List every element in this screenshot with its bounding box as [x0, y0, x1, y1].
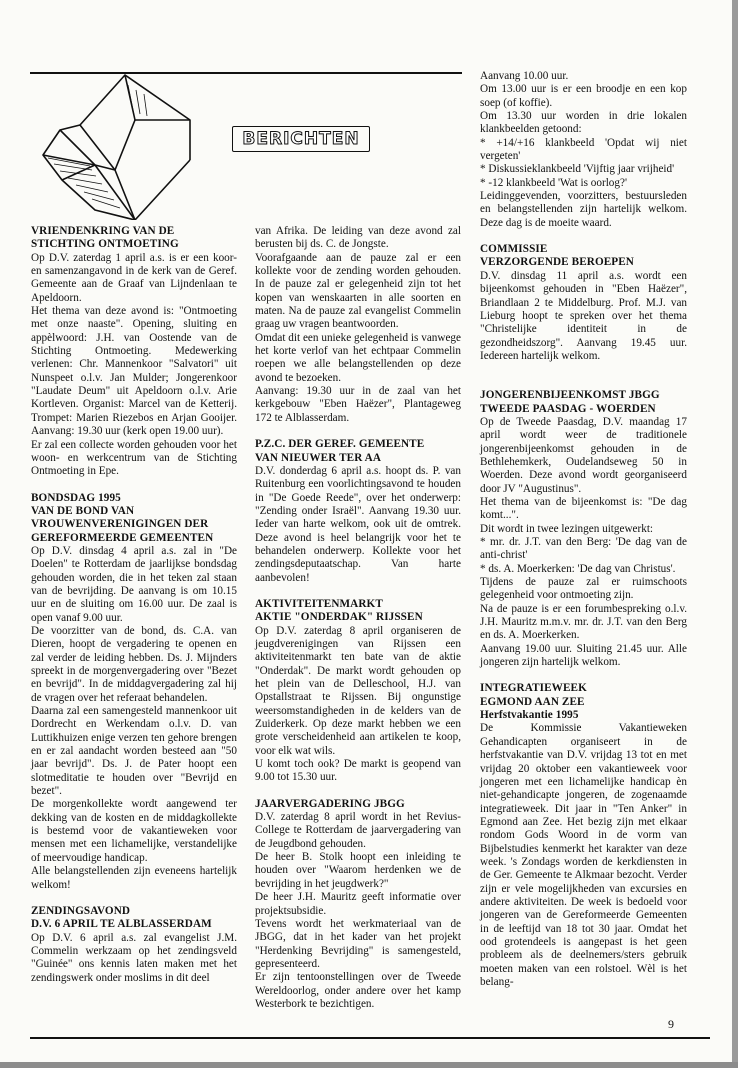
article-heading: TWEEDE PAASDAG - WOERDEN — [480, 402, 656, 415]
article-paragraph: Om 13.30 uur worden in drie lokalen klankbeelden getoond: — [480, 110, 687, 136]
article-paragraph: Na de pauze is er een forumbespreking o.l.v. J.H. Mauritz m.m.v. mr. dr. J.T. van den Berg en ds. A. Moerkerken. — [480, 602, 687, 642]
article-paragraph: Op D.V. 6 april a.s. zal evangelist J.M. Commelin werkzaam op het zendingsveld "Guinée" ons kennis laten maken met het zendingswerk onder moslims in dit deel — [31, 931, 237, 984]
article-paragraph: van Afrika. De leiding van deze avond zal berusten bij ds. C. de Jongste. — [255, 225, 461, 251]
article-paragraph: * ds. A. Moerkerken: 'De dag van Christus'. — [480, 562, 676, 575]
paragraph-gap — [31, 892, 237, 905]
article-heading: EGMOND AAN ZEE — [480, 695, 585, 708]
article-paragraph: * +14/+16 klankbeeld 'Opdat wij niet vergeten' — [480, 136, 687, 163]
article-heading: VERZORGENDE BEROEPEN — [480, 256, 634, 269]
article-heading: VROUWENVERENIGINGEN DER — [31, 518, 209, 531]
article-heading: JONGERENBIJEENKOMST JBGG — [480, 389, 660, 402]
paragraph-gap — [255, 425, 461, 438]
article-heading: Herfstvakantie 1995 — [480, 709, 579, 722]
article-heading: VRIENDENKRING VAN DE — [31, 225, 175, 237]
page-edge-right — [732, 0, 738, 1068]
article-paragraph: Voorafgaande aan de pauze zal er een kollekte voor de zending worden gehouden. In de pauze zal er gelegenheid zijn tot het kopen van wenskaarten in alle soorten en maten. Na de pauze zal evangelist Commelin graag uw vragen beantwoorden. — [255, 251, 461, 331]
article-paragraph: Op de Tweede Paasdag, D.V. maandag 17 april wordt weer de traditionele jongerenbijeenkomst gehouden in de Bethlehemkerk, Oudelandseweg 50 in Woerden. Deze avond wordt georganiseerd door JV "Augustinus". — [480, 415, 687, 495]
page-edge-bottom — [0, 1062, 738, 1068]
article-paragraph: Aanvang 19.00 uur. Sluiting 21.45 uur. Alle jongeren zijn hartelijk welkom. — [480, 642, 687, 669]
article-paragraph: * Diskussieklankbeeld 'Vijftig jaar vrijheid' — [480, 163, 675, 176]
article-heading: GEREFORMEERDE GEMEENTEN — [31, 531, 214, 544]
article-paragraph: De Kommissie Vakantieweken Gehandicapten organiseert in de herfstvakantie van D.V. vrijdag 13 tot en met vrijdag 20 oktober een vakantieweek voor jongeren met een lichamelijke handicap èn niet-gehandicapte jongeren, de zogenaamde integratieweek. Dit jaar in "Ten Anker" in Egmond aan Zee. Het bezig zijn met elkaar rondom Gods Woord in de vorm van Bijbelstudies kenmerkt het karakter van deze week. 's Zondags worden de kerkdiensten in de Ger. Gemeente te Alkmaar bezocht. Verder zijn er vele mogelijkheden van excursies en andere aktiviteiten. De week is bedoeld voor jongeren van de Gereformeerde Gemeenten in de leeftijd van 18 tot 30 jaar. Omdat het ood grotendeels is aangepast is het geen probleem als de deelnemers/sters gebruik moeten maken van een rolstoel. Wèl is het belang- — [480, 722, 687, 988]
article-paragraph: De voorzitter van de bond, ds. C.A. van Dieren, hoopt de vergadering te openen en zal verder de leiding hebben. Ds. J. Mijnders spreekt in de morgenvergadering over "Bezet en bevrijd". In de middagvergadering zal hij de vragen over het referaat behandelen. — [31, 624, 237, 704]
page-number: 9 — [668, 1017, 674, 1031]
paragraph-gap — [255, 585, 461, 598]
article-heading: STICHTING ONTMOETING — [31, 238, 179, 251]
paragraph-gap — [255, 785, 461, 798]
article-paragraph: Tijdens de pauze zal er ruimschoots gelegenheid voor ontmoeting zijn. — [480, 576, 687, 602]
article-heading: COMMISSIE — [480, 243, 548, 256]
article-paragraph: Op D.V. dinsdag 4 april a.s. zal in "De Doelen" te Rotterdam de jaarlijkse bondsdag gehouden worden, die in het teken zal staan van de bevrijding. De aanvang is om 10.15 uur en de sluiting om 16.00 uur. De zaal is open vanaf 9.00 uur. — [31, 544, 237, 624]
article-heading: AKTIVITEITENMARKT — [255, 597, 383, 610]
paragraph-gap — [480, 376, 687, 389]
article-paragraph: Er zijn tentoonstellingen over de Tweede Wereldoorlog, onder andere over het kamp Westerbork te bezichtigen. — [255, 971, 461, 1010]
article-paragraph: De morgenkollekte wordt aangewend ter dekking van de kosten en de middagkollekte is bestemd voor de vakantieweken voor mensen met een lichamelijke, verstandelijke of meervoudige handicap. — [31, 798, 237, 864]
section-banner: BERICHTEN — [232, 126, 370, 152]
article-paragraph: Alle belangstellenden zijn eveneens hartelijk welkom! — [31, 865, 237, 891]
article-paragraph: Dit wordt in twee lezingen uitgewerkt: — [480, 522, 654, 535]
article-paragraph: Het thema van deze avond is: "Ontmoeting met onze naaste". Opening, sluiting en appèlwoord: J.H. van Oostende van de Stichting Ontmoeting. Medewerking verlenen: Chr. Mannenkoor "Salvatori" uit Nunspeet o.l.v. Jan Mulder; Jongerenkoor "Laudate Deum" uit Apeldoorn o.l.v. Arie Kortleven. Organist: Marcel van de Ketterij. Trompet: Marien Riezebos en Arjan Gooijer. Aanvang: 19.30 uur (kerk open 19.00 uur). — [31, 305, 237, 438]
article-paragraph: D.V. zaterdag 8 april wordt in het Revius-College te Rotterdam de jaarvergadering van de Jeugdbond gehouden. — [255, 811, 461, 850]
paragraph-gap — [480, 363, 687, 376]
article-paragraph: * mr. dr. J.T. van den Berg: 'De dag van de anti-christ' — [480, 536, 687, 562]
article-paragraph: Tevens wordt het werkmateriaal van de JBGG, dat in het kader van het projekt "Herdenking Bevrijding" is samengesteld, gepresenteerd. — [255, 917, 461, 970]
article-heading: VAN NIEUWER TER AA — [255, 451, 382, 464]
article-paragraph: De heer J.H. Mauritz geeft informatie over projektsubsidie. — [255, 891, 461, 917]
paragraph-gap — [480, 230, 687, 243]
column-middle — [255, 225, 461, 1011]
article-paragraph: Op D.V. zaterdag 1 april a.s. is er een koor- en samenzangavond in de kerk van de Geref. Gemeente aan de Graaf van Lijndenlaan te Apeldoorn. — [31, 251, 237, 304]
article-paragraph: Omdat dit een unieke gelegenheid is vanwege het korte verlof van het echtpaar Commelin roepen we alle belangstellenden op deze avond te bezoeken. — [255, 331, 461, 384]
article-heading: AKTIE "ONDERDAK" RIJSSEN — [255, 611, 423, 624]
article-paragraph: De heer B. Stolk hoopt een inleiding te houden over "Waarom herdenken we de bevrijding in het jeugdwerk?" — [255, 851, 461, 890]
column-left — [31, 225, 237, 985]
paragraph-gap — [31, 479, 237, 492]
envelope-logo — [40, 70, 245, 220]
article-heading: BONDSDAG 1995 — [31, 491, 121, 504]
article-heading: JAARVERGADERING JBGG — [255, 797, 405, 810]
article-paragraph: Leidinggevenden, voorzitters, bestuursleden en belangstellenden zijn hartelijk welkom. Deze dag is de moeite waard. — [480, 190, 687, 229]
article-paragraph: Daarna zal een samengesteld mannenkoor uit Dordrecht en Werkendam o.l.v. D. van Luttikhuizen enige verzen ten gehore brengen en er zal aandacht worden besteed aan "50 jaar bevrijd". Ds. J. de Pater hoopt een slotmeditatie te houden over "Bevrijd en bezet". — [31, 705, 237, 798]
article-paragraph: Aanvang: 19.30 uur in de zaal van het kerkgebouw "Eben Haëzer", Plantageweg 172 te Alblasserdam. — [255, 385, 461, 424]
article-paragraph: D.V. donderdag 6 april a.s. hoopt ds. P. van Ruitenburg een voorlichtingsavond te houden in "De Goede Reede", over het onderwerp: "Zending onder Israël". Aanvang 19.30 uur. Ieder van harte welkom, ook uit de omtrek. Deze avond is heel belangrijk voor het te behandelen onderwerp. Kollekte voor het zendingsdeputaatschap. Van harte aanbevolen! — [255, 464, 461, 584]
article-heading: VAN DE BOND VAN — [31, 504, 135, 517]
article-paragraph: Aanvang 10.00 uur. — [480, 70, 569, 82]
footer-rule — [30, 1037, 710, 1039]
article-heading: INTEGRATIEWEEK — [480, 682, 587, 695]
paragraph-gap — [480, 669, 687, 682]
article-heading: ZENDINGSAVOND — [31, 904, 131, 917]
article-paragraph: U komt toch ook? De markt is geopend van 9.00 tot 15.30 uur. — [255, 758, 461, 784]
article-paragraph: Om 13.00 uur is er een broodje en een kop soep (of koffie). — [480, 83, 687, 109]
article-heading: D.V. 6 APRIL TE ALBLASSERDAM — [31, 918, 212, 931]
article-paragraph: D.V. dinsdag 11 april a.s. wordt een bijeenkomst gehouden in "Eben Haëzer", Briandlaan 2 te Middelburg. Prof. M.J. van Lieburg hoopt te spreken over het thema "Christelijke identiteit in de gezondheidszorg". Aanvang 19.45 uur. Iedereen hartelijk welkom. — [480, 269, 687, 362]
column-right — [480, 70, 687, 989]
article-paragraph: * -12 klankbeeld 'Wat is oorlog?' — [480, 176, 627, 189]
article-heading: P.Z.C. DER GEREF. GEMEENTE — [255, 438, 425, 451]
article-paragraph: Het thema van de bijeenkomst is: "De dag komt...". — [480, 495, 687, 522]
article-paragraph: Op D.V. zaterdag 8 april organiseren de jeugdverenigingen van Rijssen een aktiviteitenmarkt ten bate van de aktie "Onderdak". De markt wordt gehouden op het plein van de Delleschool, H.J. van Opstallstraat te Rijssen. Bij ongunstige weersomstandigheden in de kelders van de Zuiderkerk. Op deze markt hebben we een grote verscheidenheid aan artikelen te koop, voor elk wat wils. — [255, 624, 461, 757]
article-paragraph: Er zal een collecte worden gehouden voor het woon- en werkcentrum van de Stichting Ontmoeting in Epe. — [31, 438, 237, 478]
